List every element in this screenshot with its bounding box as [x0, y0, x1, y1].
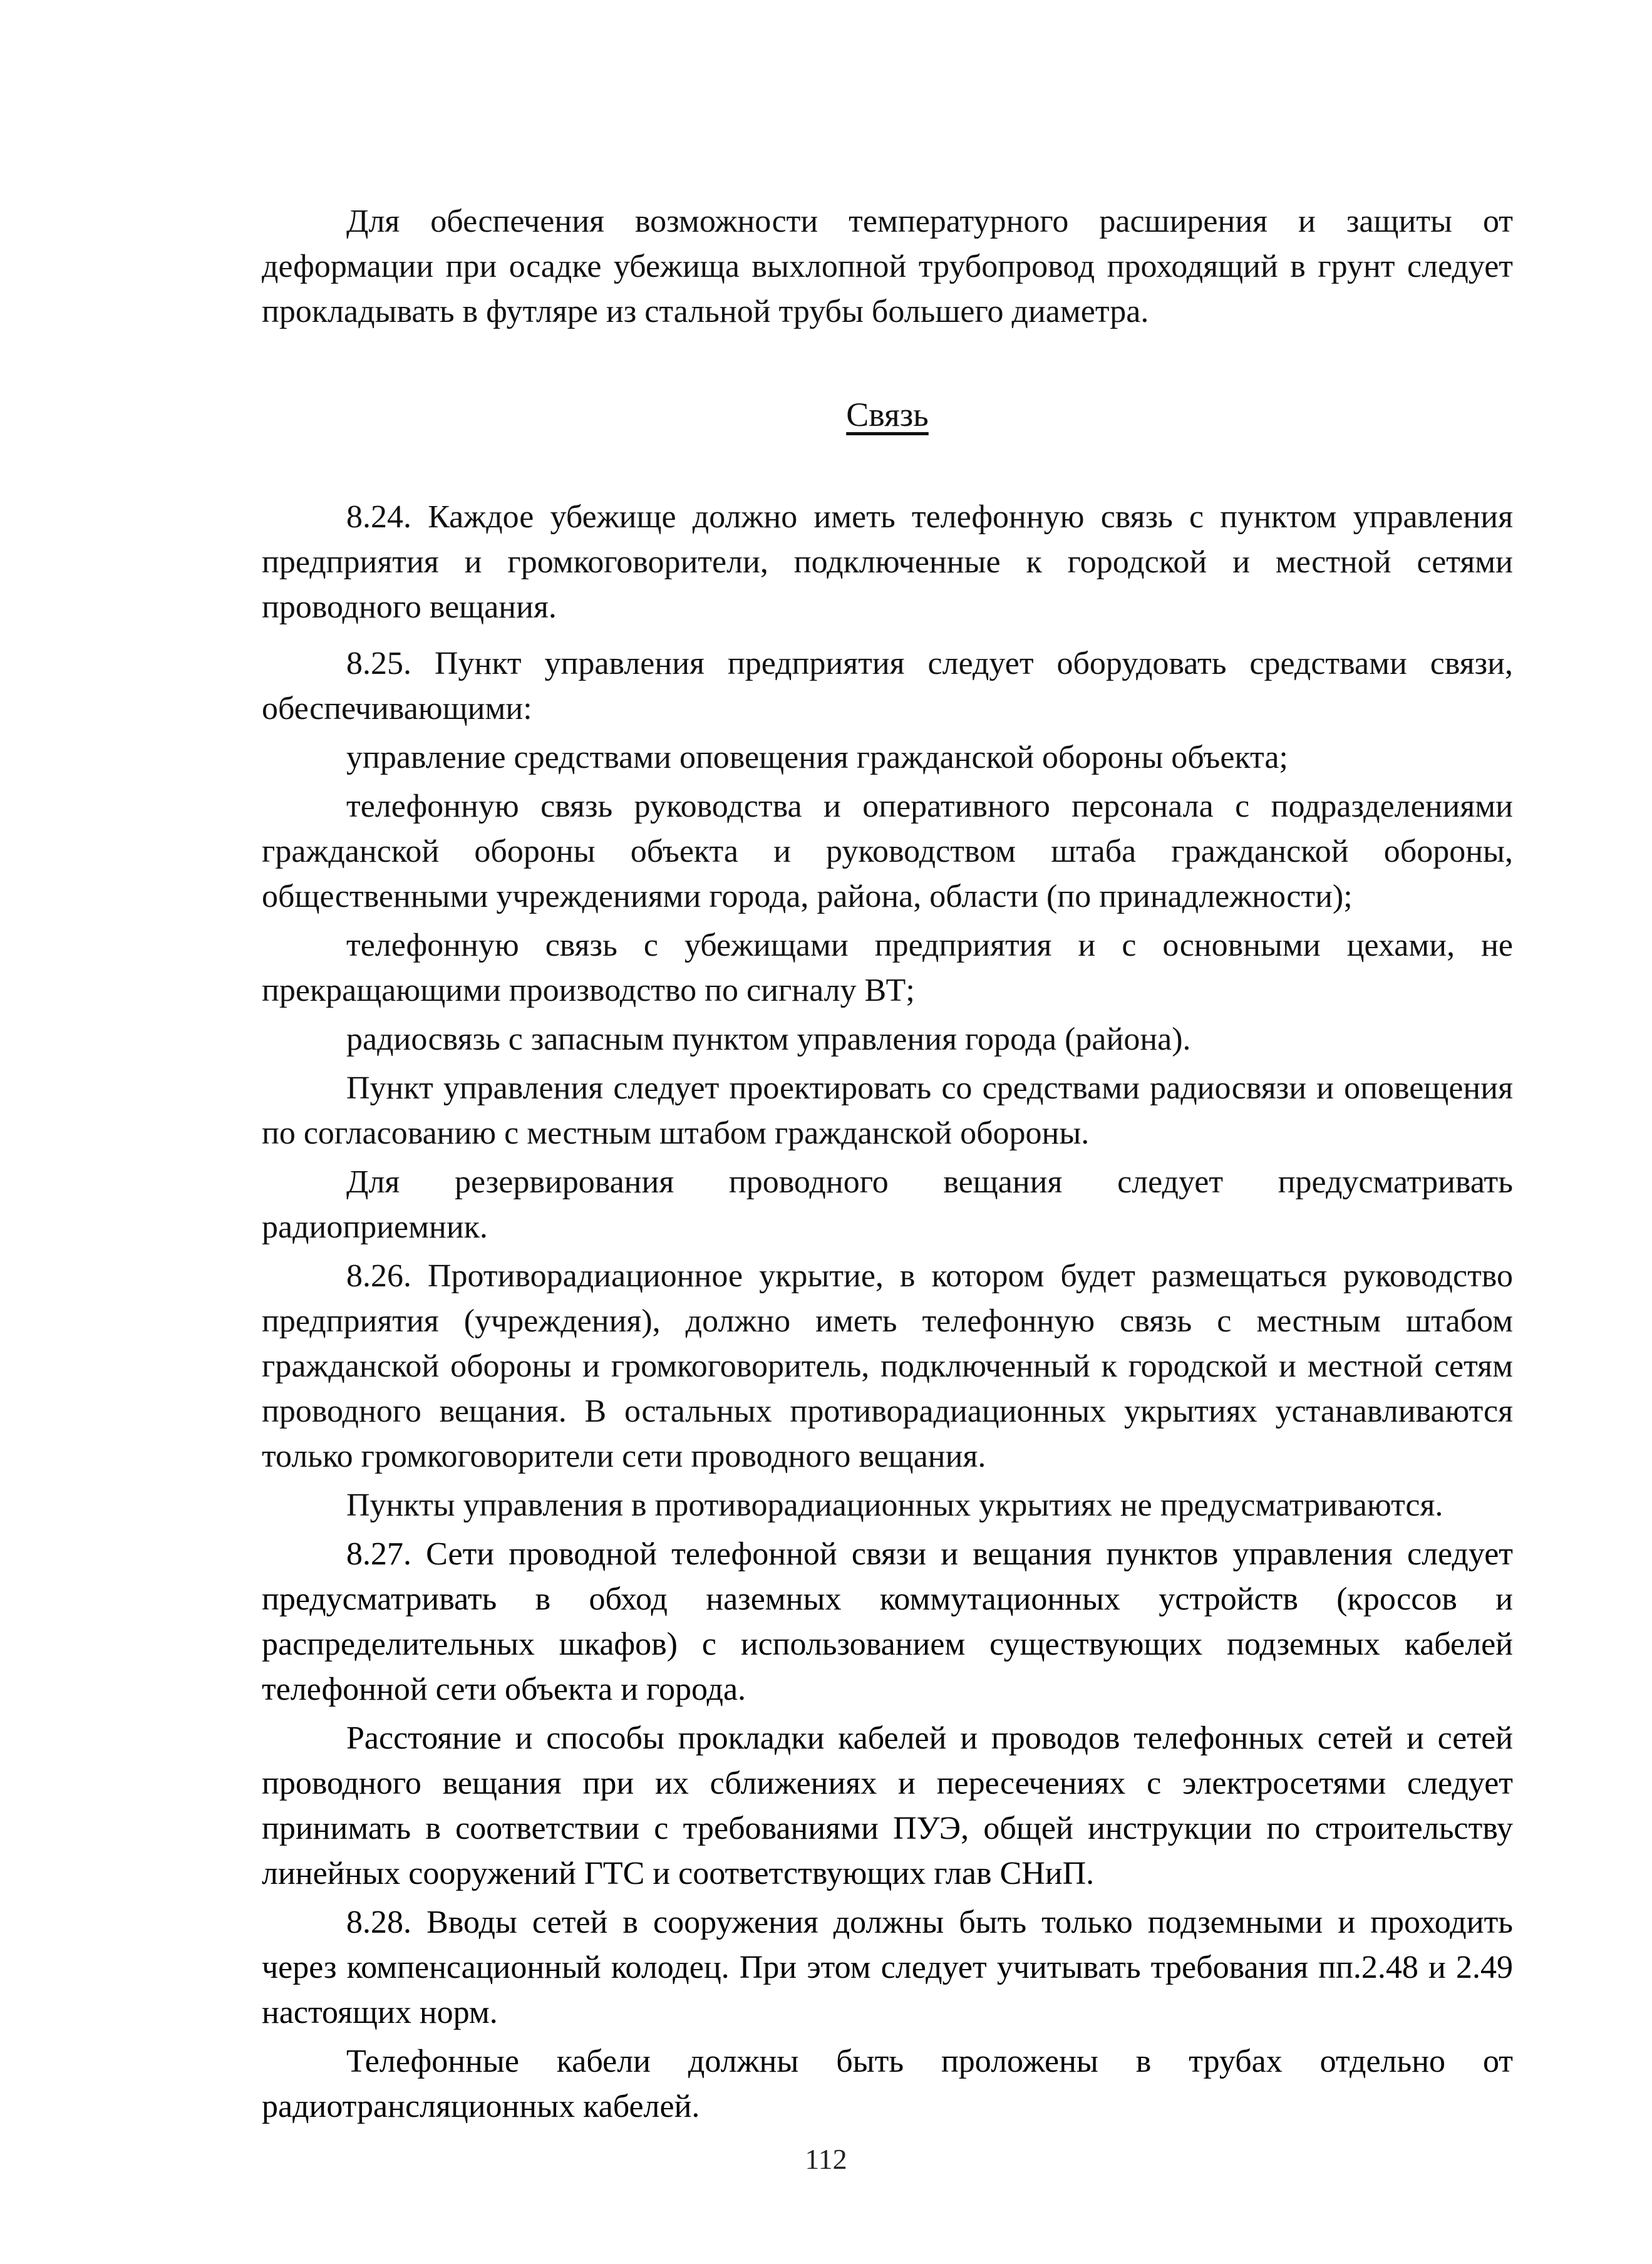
clause-number: 8.28.: [346, 1905, 411, 1940]
clause-text: Сети проводной телефонной связи и вещания пунктов управления следует предусматривать в обход наземных коммутационных устройств (кроссов и распределительных шкафов) с использованием существующих подземных кабелей телефонной сети объекта и города.: [262, 1536, 1514, 1707]
section-title: Связь: [846, 396, 929, 433]
page-number: 112: [805, 2143, 847, 2175]
intro-paragraph: Для обеспечения возможности температурного расширения и защиты от деформации при осадке убежища выхлопной трубопровод проходящий в грунт следует прокладывать в футляре из стальной трубы большего диаметра.: [262, 204, 1513, 329]
clause-8-24: [262, 495, 1513, 630]
clause-8-28: [262, 1900, 1513, 2035]
clause-number: 8.24.: [346, 499, 411, 535]
paragraph: Расстояние и способы прокладки кабелей и проводов телефонных сетей и сетей проводного вещания при их сближениях и пересечениях с электросетями следует принимать в соответствии с требованиями ПУЭ, общей инструкции по строительству линейных сооружений ГТС и соответствующих глав СНиП.: [262, 1720, 1513, 1891]
paragraph: Для резервирования проводного вещания следует предусматривать радиоприемник.: [262, 1164, 1513, 1245]
clause-8-27: [262, 1532, 1513, 1712]
clause-8-26: [262, 1254, 1513, 1479]
clause-number: 8.27.: [346, 1536, 411, 1572]
clause-text: Пункт управления предприятия следует оборудовать средствами связи, обеспечивающими:: [262, 646, 1513, 726]
list-item: управление средствами оповещения гражданской обороны объекта;: [346, 740, 1288, 775]
list-item: телефонную связь руководства и оперативного персонала с подразделениями гражданской обороны объекта и руководством штаба гражданской обороны, общественными учреждениями города, района, области (по принадлежности);: [262, 788, 1513, 914]
document-page: [262, 199, 1513, 2129]
paragraph: Пункт управления следует проектировать со средствами радиосвязи и оповещения по согласованию с местным штабом гражданской обороны.: [262, 1070, 1513, 1151]
clause-number: 8.25.: [346, 646, 411, 681]
clause-8-25: [262, 641, 1513, 731]
clause-number: 8.26.: [346, 1258, 411, 1294]
clause-text: Противорадиационное укрытие, в котором будет размещаться руководство предприятия (учреждения), должно иметь телефонную связь с местным штабом гражданской обороны и громкоговоритель, подключенный к городской и местной сетям проводного вещания. В остальных противорадиационных укрытиях устанавливаются только громкоговорители сети проводного вещания.: [262, 1258, 1513, 1474]
paragraph: Телефонные кабели должны быть проложены в трубах отдельно от радиотрансляционных кабелей.: [262, 2044, 1513, 2124]
list-item: радиосвязь с запасным пунктом управления города (района).: [346, 1021, 1191, 1057]
clause-text: Каждое убежище должно иметь телефонную связь с пунктом управления предприятия и громкоговорители, подключенные к городской и местной сетями проводного вещания.: [262, 499, 1514, 625]
paragraph: Пункты управления в противорадиационных укрытиях не предусматриваются.: [346, 1487, 1443, 1523]
list-item: телефонную связь с убежищами предприятия и с основными цехами, не прекращающими производство по сигналу ВТ;: [262, 928, 1513, 1008]
clause-text: Вводы сетей в сооружения должны быть только подземными и проходить через компенсационный колодец. При этом следует учитывать требования пп.2.48 и 2.49 настоящих норм.: [262, 1905, 1514, 2030]
